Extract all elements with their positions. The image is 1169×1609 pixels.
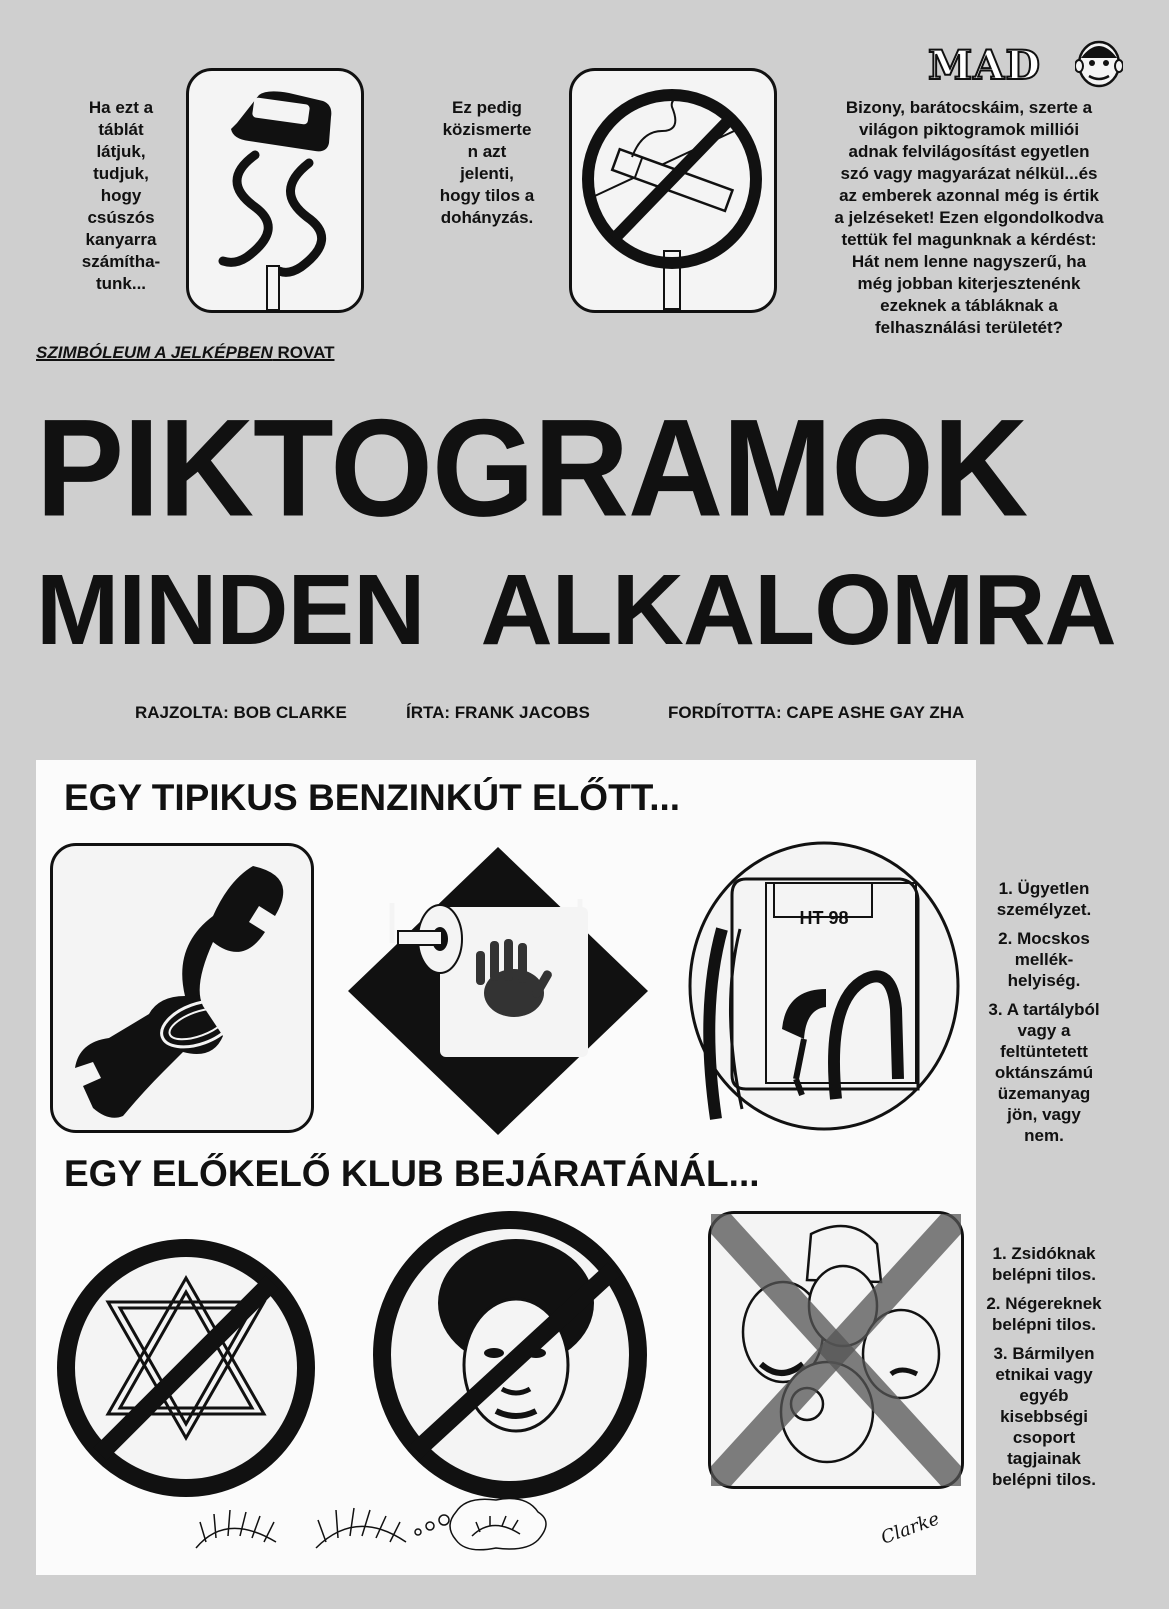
- page-subtitle: [36, 554, 1136, 666]
- knotted-wrench-icon: [53, 846, 311, 1130]
- list-item: 1. Zsidóknak belépni tilos.: [992, 1244, 1096, 1284]
- caption-right: Bizony, barátocskáim, szerte a világon piktogramok milliói adnak felvilágosítást egyetlen szó vagy magyarázat nélkül...és az emberek azonnal még is értik a jelzéseket! Ezen elgondolkodva tettük fel magunknak a kérdést: Hát nem lenne nagyszerű, ha még jobban kiterjesztenénk ezeknek a tábláknak a felhasználási területét?: [834, 98, 1104, 337]
- credit-drawn-by: RAJZOLTA: BOB CLARKE: [135, 703, 347, 722]
- no-smoking-sign: [569, 68, 777, 313]
- caption-middle: Ez pedig közismerte n azt jelenti, hogy tilos a dohányzás.: [439, 98, 535, 227]
- caption-left: Ha ezt a táblát látjuk, tudjuk, hogy csúszós kanyarra számítha- tunk...: [81, 98, 161, 293]
- toilet-paper-sign: [344, 843, 652, 1139]
- list-item: 3. Bármilyen etnikai vagy egyéb kisebbségi csoport tagjainak belépni tilos.: [992, 1344, 1096, 1489]
- column-label-plain: ROVAT: [277, 343, 335, 362]
- minorities-sign: [708, 1211, 964, 1489]
- no-smoking-icon: [572, 71, 774, 310]
- mad-logo: MAD: [928, 42, 1041, 89]
- wrench-sign: [50, 843, 314, 1133]
- subtitle-word-2: ALKALOMRA: [480, 554, 1116, 666]
- fuel-pump-sign: [686, 839, 962, 1133]
- minority-faces-icon: [711, 1214, 961, 1486]
- section-heading-gas-station: EGY TIPIKUS BENZINKÚT ELŐTT...: [64, 777, 681, 818]
- credit-written-by: ÍRTA: FRANK JACOBS: [406, 703, 590, 722]
- list-item: 2. Mocskos mellék- helyiség.: [998, 929, 1090, 990]
- subtitle-word-1: MINDEN: [36, 554, 425, 666]
- page-title: PIKTOGRAMOK: [36, 390, 1028, 545]
- credit-translated-by: FORDÍTOTTA: CAPE ASHE GAY ZHA: [668, 703, 965, 722]
- alfred-face-icon: [1075, 36, 1123, 88]
- section-heading-club: EGY ELŐKELŐ KLUB BEJÁRATÁNÁL...: [64, 1153, 760, 1194]
- list-item: 1. Ügyetlen személyzet.: [996, 879, 1092, 919]
- column-label-italic: SZIMBÓLEUM A JELKÉPBEN: [36, 343, 273, 362]
- column-label: [36, 343, 334, 363]
- skidding-car-icon: [189, 71, 361, 310]
- slippery-road-sign: [186, 68, 364, 313]
- gas-station-list: [978, 878, 1110, 1154]
- club-list: [978, 1243, 1110, 1498]
- list-item: 2. Négereknek belépni tilos.: [986, 1294, 1102, 1334]
- porcupines-doodle-icon: [186, 1492, 566, 1562]
- pump-octane-label: HT 98: [799, 908, 849, 928]
- list-item: 3. A tartályból vagy a feltüntetett oktánszámú üzemanyag jön, vagy nem.: [988, 1000, 1100, 1145]
- no-black-man-sign: [366, 1207, 654, 1503]
- artist-signature: Clarke: [878, 1508, 943, 1549]
- no-star-of-david-sign: [50, 1222, 322, 1510]
